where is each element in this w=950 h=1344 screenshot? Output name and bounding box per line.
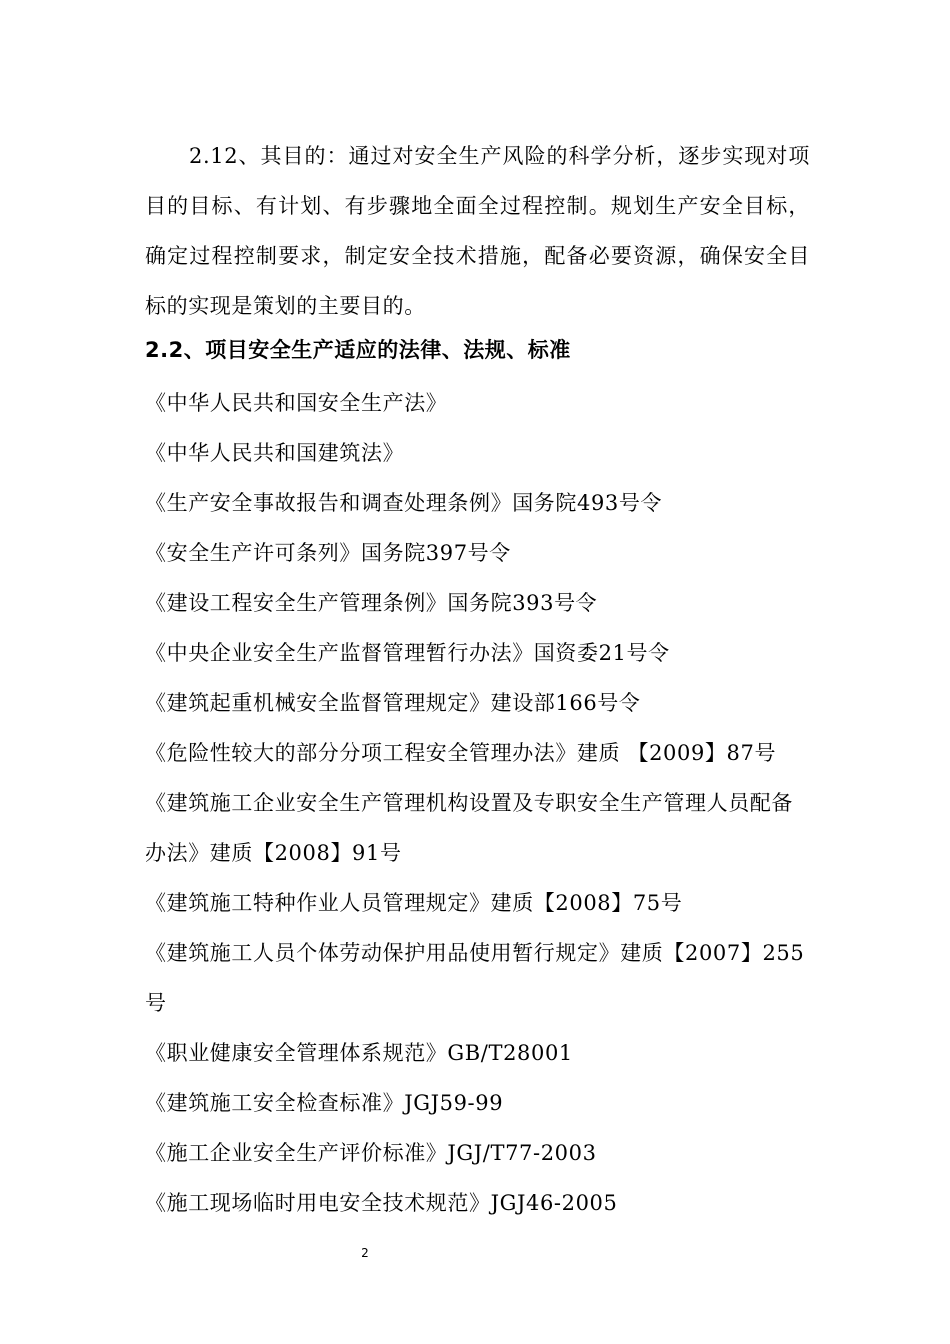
regulation-item: 《施工企业安全生产评价标准》JGJ/T77-2003 — [145, 1141, 597, 1165]
regulation-item: 《建筑施工特种作业人员管理规定》建质【2008】75号 — [145, 891, 683, 915]
regulation-item: 《建筑施工人员个体劳动保护用品使用暂行规定》建质【2007】255号 — [145, 941, 805, 1015]
section-heading: 2.2、项目安全生产适应的法律、法规、标准 — [145, 338, 571, 362]
regulation-item: 《职业健康安全管理体系规范》GB/T28001 — [145, 1041, 573, 1065]
regulation-item: 《中华人民共和国建筑法》 — [145, 441, 405, 465]
regulation-item: 《中央企业安全生产监督管理暂行办法》国资委21号令 — [145, 641, 670, 665]
regulation-item: 《施工现场临时用电安全技术规范》JGJ46-2005 — [145, 1191, 618, 1215]
regulation-item: 《建筑施工安全检查标准》JGJ59-99 — [145, 1091, 504, 1115]
regulation-item: 《中华人民共和国安全生产法》 — [145, 391, 448, 415]
regulations-list — [145, 378, 810, 1228]
intro-paragraph: 2.12、其目的：通过对安全生产风险的科学分析，逐步实现对项目的目标、有计划、有步骤地全面全过程控制。规划生产安全目标，确定过程控制要求，制定安全技术措施，配备必要资源，确保安全目标的实现是策划的主要目的。 — [145, 144, 810, 318]
regulation-item: 《危险性较大的部分分项工程安全管理办法》建质 【2009】87号 — [145, 741, 777, 765]
regulation-item: 《建设工程安全生产管理条例》国务院393号令 — [145, 591, 598, 615]
regulation-item: 《生产安全事故报告和调查处理条例》国务院493号令 — [145, 491, 663, 515]
regulation-item: 《建筑施工企业安全生产管理机构设置及专职安全生产管理人员配备办法》建质【2008】91号 — [145, 791, 793, 865]
page-number: 2 — [361, 1246, 369, 1260]
regulation-item: 《建筑起重机械安全监督管理规定》建设部166号令 — [145, 691, 641, 715]
regulation-item: 《安全生产许可条列》国务院397号令 — [145, 541, 511, 565]
